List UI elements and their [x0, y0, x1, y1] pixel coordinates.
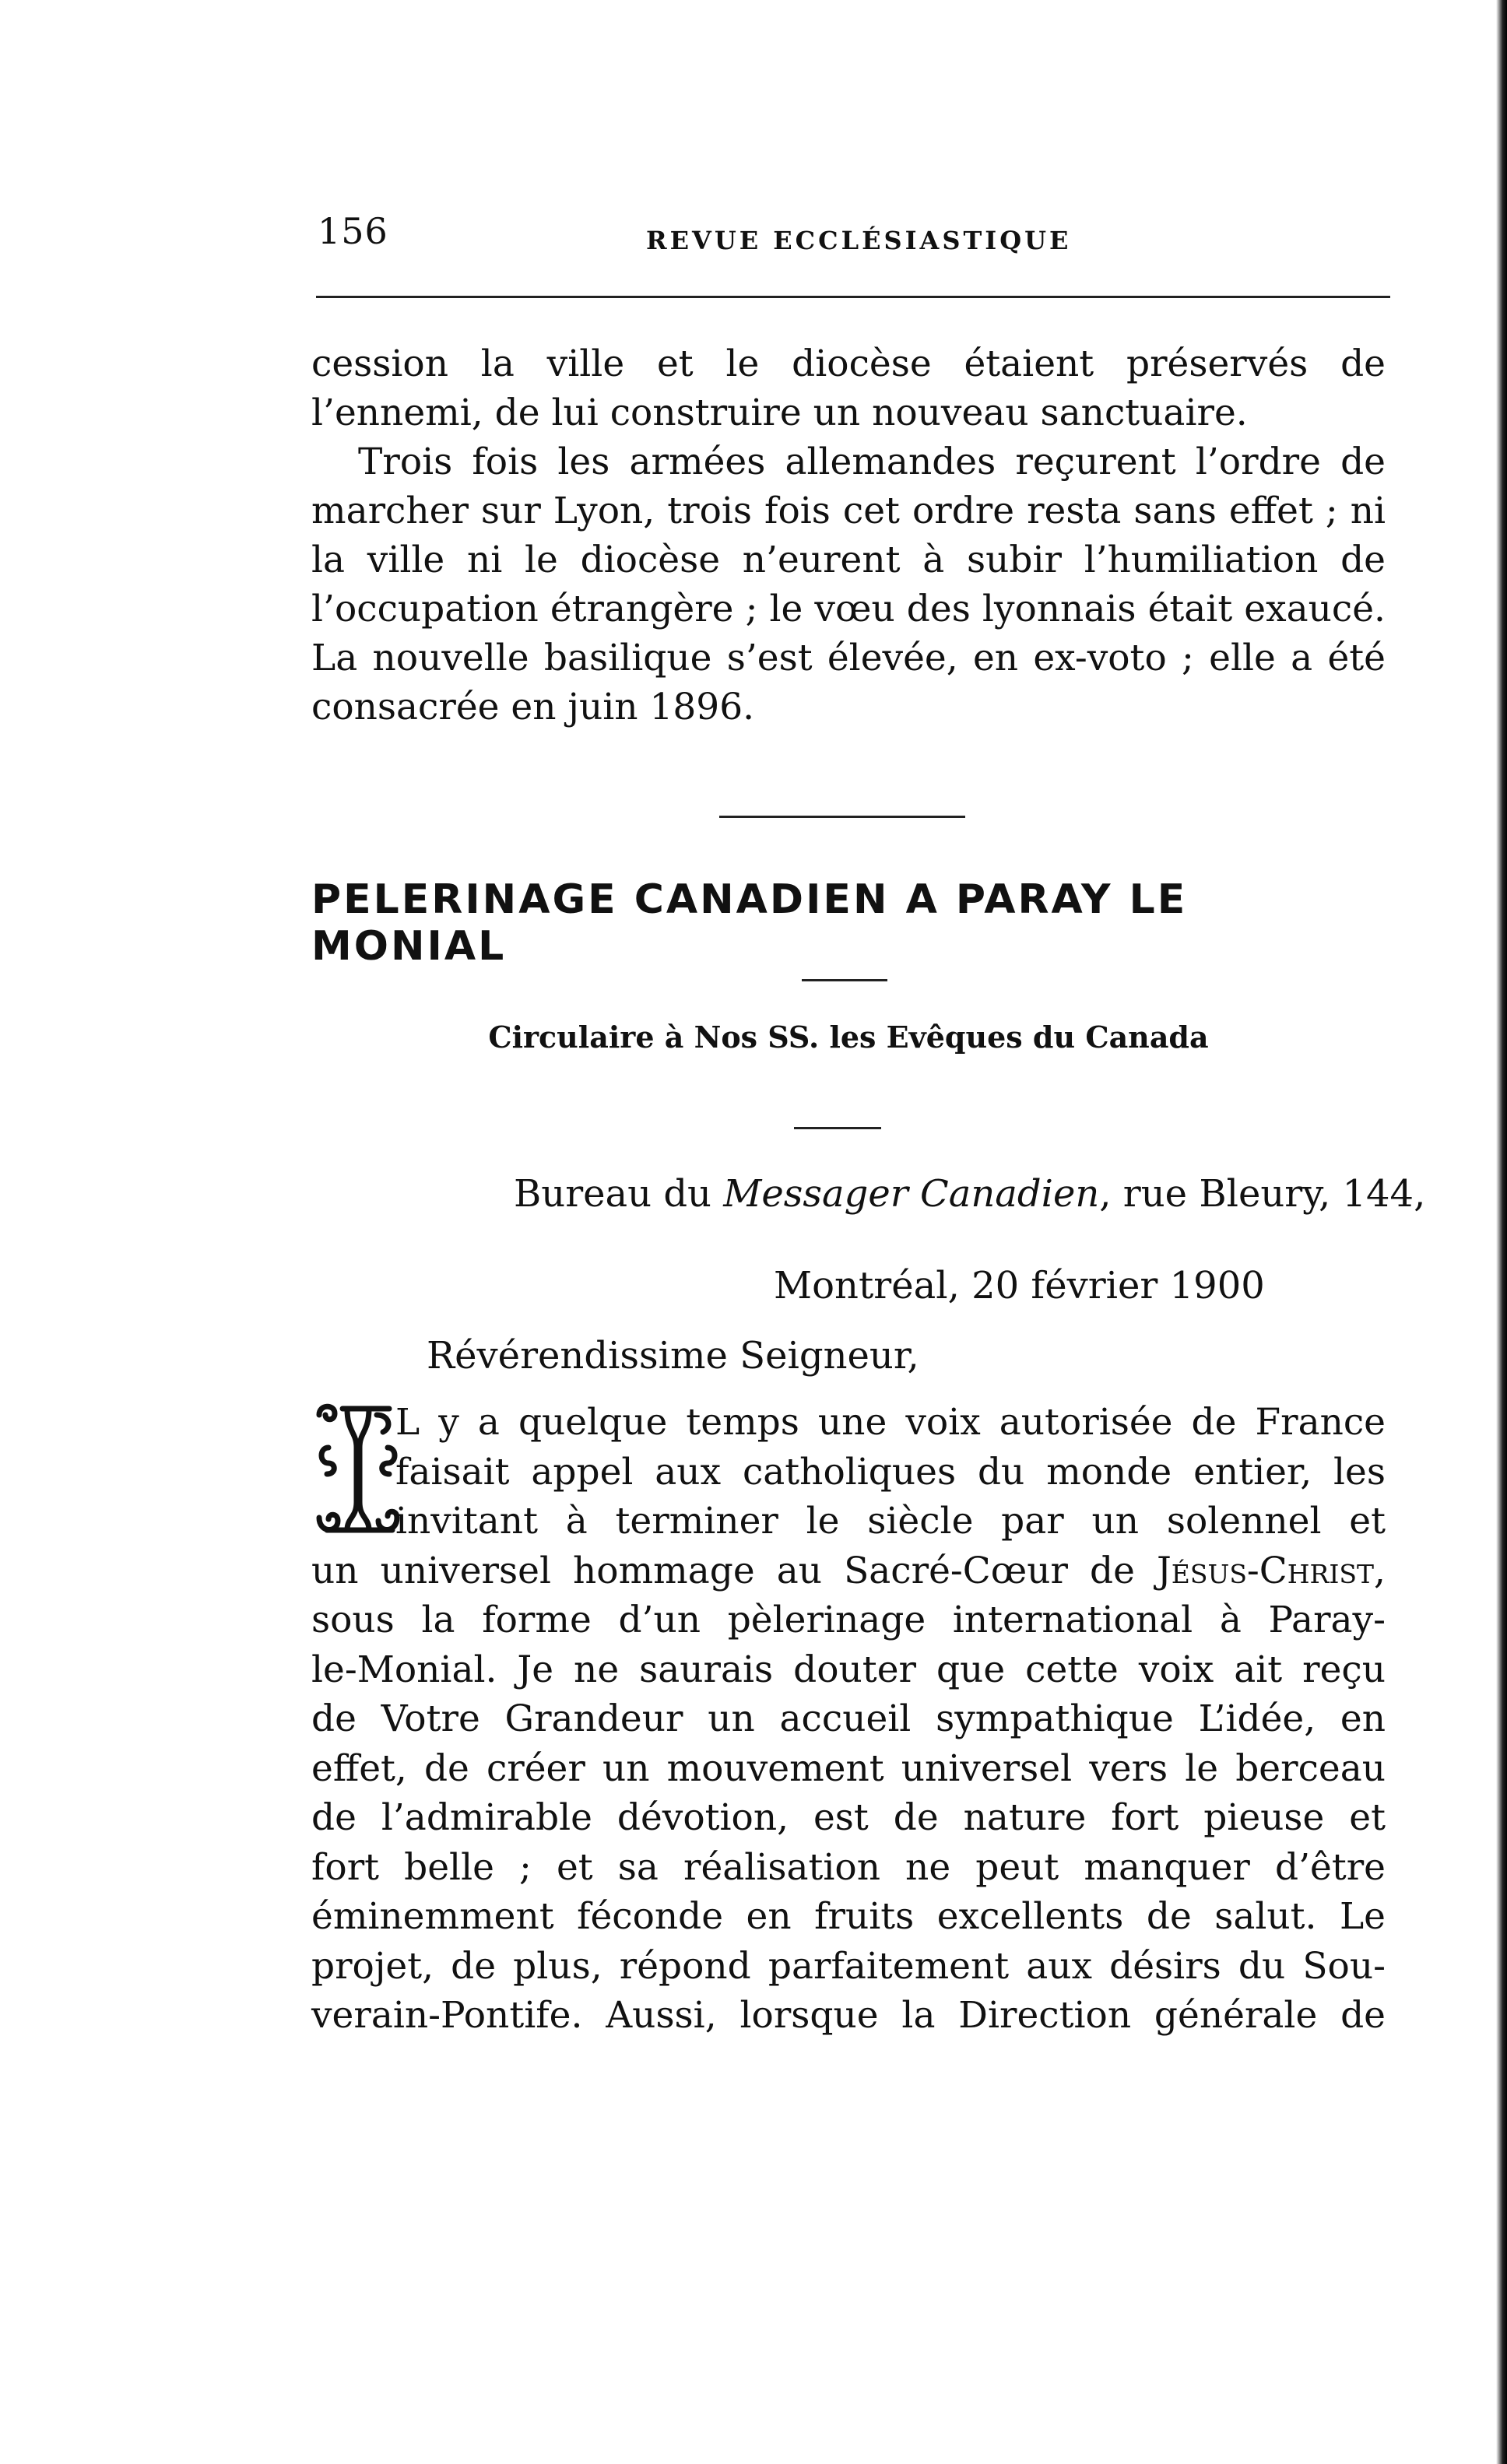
page-edge-shadow: [1496, 0, 1507, 2464]
letter-line: éminemment féconde en fruits excellents de salut. Le: [311, 1895, 1386, 1938]
letter-line: [311, 1546, 1386, 1596]
section-title: PELERINAGE CANADIEN A PARAY LE MONIAL: [311, 876, 1188, 970]
address-line: [514, 1172, 1425, 1216]
address-suffix: , rue Bleury, 144,: [1099, 1172, 1426, 1216]
letter-line: effet, de créer un mouvement universel vers le berceau: [311, 1746, 1386, 1790]
letter-line: L y a quelque temps une voix autorisée de France: [395, 1401, 1386, 1444]
letter-line: de l’admirable dévotion, est de nature fort pieuse et: [311, 1796, 1386, 1839]
section-subtitle: Circulaire à Nos SS. les Evêques du Canada: [488, 1020, 1209, 1055]
newspaper-name: Messager Canadien: [723, 1172, 1100, 1216]
letter-body: [311, 1398, 1386, 2041]
letter-line: sous la forme d’un pèlerinage international à Paray-: [311, 1599, 1386, 1641]
letter-line: fort belle ; et sa réalisation ne peut manquer d’être: [311, 1845, 1386, 1889]
letter-line-part: ,: [1374, 1549, 1386, 1592]
letter-line: le-Monial. Je ne saurais douter que cette voix ait reçu: [311, 1648, 1386, 1691]
jesus-christ-smallcaps: Jésus-Christ: [1156, 1549, 1375, 1592]
letter-line: verain-Pontife. Aussi, lorsque la Direction générale de: [311, 1994, 1386, 2037]
date-line: Montréal, 20 février 1900: [774, 1264, 1265, 1307]
title-rule: [802, 979, 887, 981]
running-head: REVUE ECCLÉSIASTIQUE: [646, 226, 1072, 255]
letter-line: projet, de plus, répond parfaitement aux désirs du Sou-: [311, 1944, 1386, 1988]
letter-line: invitant à terminer le siècle par un solennel et: [395, 1500, 1386, 1543]
header-rule: [316, 296, 1390, 298]
address-prefix: Bureau du: [514, 1172, 724, 1216]
letter-line: de Votre Grandeur un accueil sympathique L’idée, en: [311, 1697, 1386, 1740]
letter-line: faisait appel aux catholiques du monde entier, les: [395, 1450, 1386, 1493]
page-number: 156: [318, 210, 388, 252]
salutation: Révérendissime Seigneur,: [427, 1334, 919, 1378]
section-separator-rule: [719, 816, 965, 818]
top-text-block: [311, 339, 1386, 732]
paragraph-2: Trois fois les armées allemandes reçurent l’ordre de marcher sur Lyon, trois fois cet ordre resta sans effet ; ni la ville ni le diocèse n’eurent à subir l’humiliation de l’occupation étrangère ; le vœu des lyonnais était exaucé. La nouvelle basilique s’est élevée, en ex-voto ; elle a été consacrée en juin 1896.: [311, 441, 1386, 728]
subtitle-rule: [794, 1127, 881, 1129]
letter-line-part: un universel hommage au Sacré-Cœur de: [311, 1549, 1157, 1592]
paragraph-1: cession la ville et le diocèse étaient préservés de l’ennemi, de lui construire un nouveau sanctuaire.: [311, 342, 1386, 434]
